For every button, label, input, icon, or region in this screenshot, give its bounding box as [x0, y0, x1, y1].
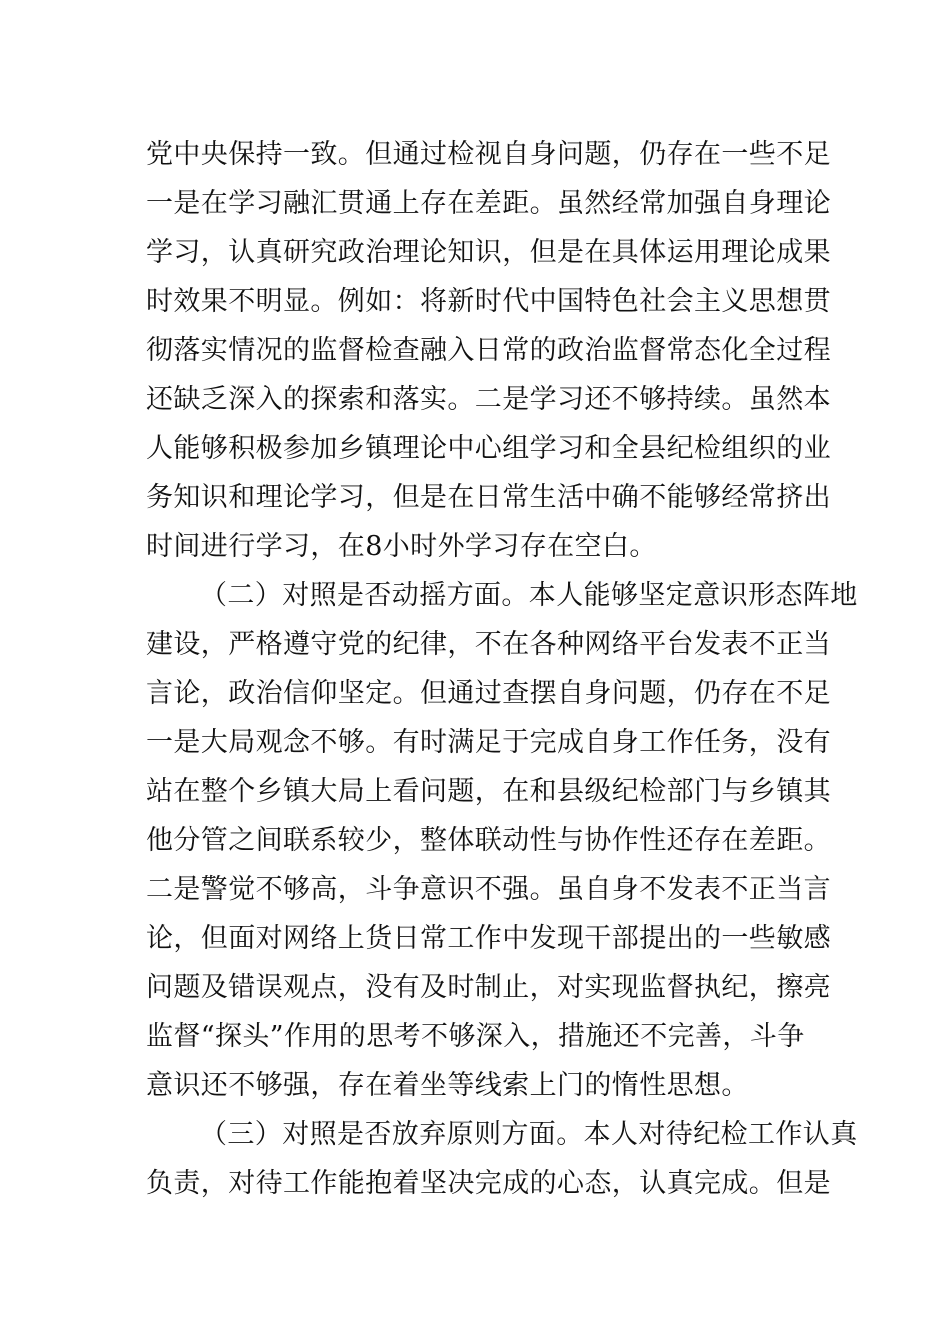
text-line: 一是大局观念不够。有时满足于完成自身工作任务，没有 [146, 727, 831, 758]
paragraph-heading-line: （二）对照是否动摇方面。本人能够坚定意识形态阵地 [200, 580, 858, 611]
text-line: 还缺乏深入的探索和落实。二是学习还不够持续。虽然本 [146, 384, 831, 415]
text-line: 监督“探头”作用的思考不够深入，措施还不完善，斗争 [146, 1021, 805, 1052]
text-line: 学习，认真研究政治理论知识，但是在具体运用理论成果 [146, 237, 831, 268]
text-line: 党中央保持一致。但通过检视自身问题，仍存在一些不足 [146, 139, 831, 170]
text-line: 他分管之间联系较少，整体联动性与协作性还存在差距。 [146, 825, 831, 856]
text-line: 务知识和理论学习，但是在日常生活中确不能够经常挤出 [146, 482, 831, 513]
text-line: 人能够积极参加乡镇理论中心组学习和全县纪检组织的业 [146, 433, 831, 464]
text-line: 意识还不够强，存在着坐等线索上门的惰性思想。 [146, 1070, 749, 1101]
text-line: 问题及错误观点，没有及时制止，对实现监督执纪，擦亮 [146, 972, 831, 1003]
text-line: 负责，对待工作能抱着坚决完成的心态，认真完成。但是 [146, 1168, 831, 1199]
text-line: 言论，政治信仰坚定。但通过查摆自身问题，仍存在不足 [146, 678, 831, 709]
text-line: 建设，严格遵守党的纪律，不在各种网络平台发表不正当 [146, 629, 831, 660]
paragraph-heading-line: （三）对照是否放弃原则方面。本人对待纪检工作认真 [200, 1119, 858, 1150]
text-line: 论，但面对网络上货日常工作中发现干部提出的一些敏感 [146, 923, 831, 954]
text-line: 时间进行学习，在8小时外学习存在空白。 [146, 531, 657, 562]
text-line: 二是警觉不够高，斗争意识不强。虽自身不发表不正当言 [146, 874, 831, 905]
text-line: 一是在学习融汇贯通上存在差距。虽然经常加强自身理论 [146, 188, 831, 219]
text-line: 彻落实情况的监督检查融入日常的政治监督常态化全过程 [146, 335, 831, 366]
text-line: 时效果不明显。例如：将新时代中国特色社会主义思想贯 [146, 286, 831, 317]
text-line: 站在整个乡镇大局上看问题，在和县级纪检部门与乡镇其 [146, 776, 831, 807]
document-body [146, 130, 858, 1208]
